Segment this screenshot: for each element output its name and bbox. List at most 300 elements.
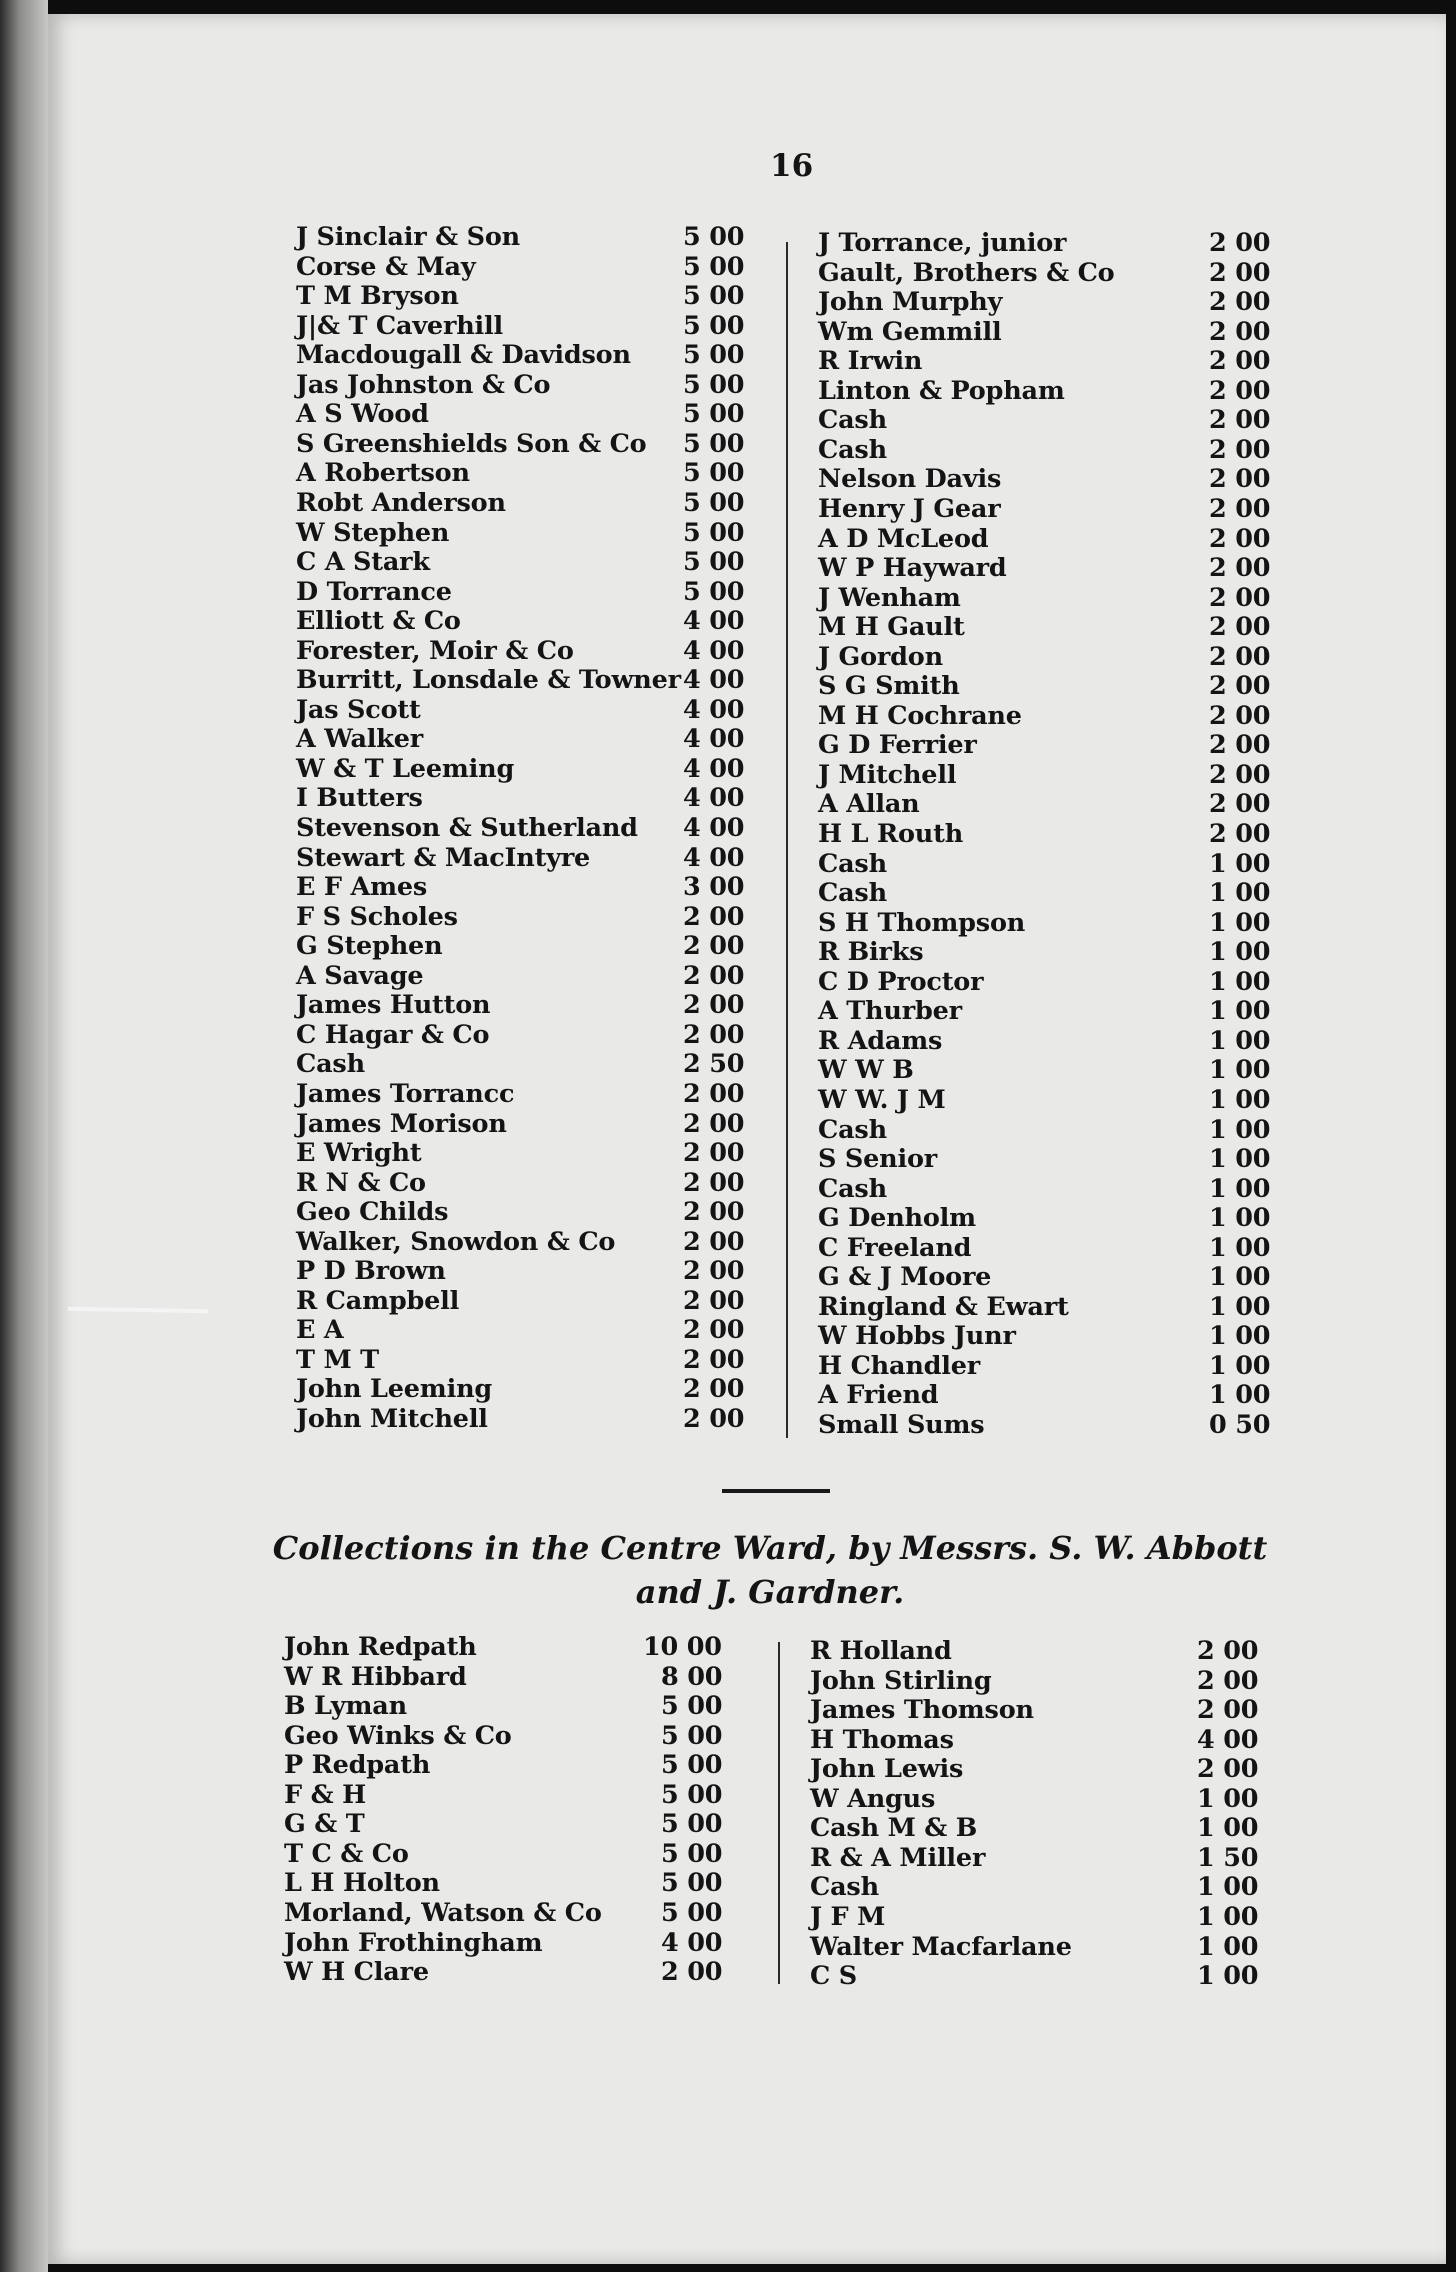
contributor-name: G Denholm	[818, 1203, 976, 1234]
list-item	[296, 1049, 756, 1079]
list-item	[296, 547, 756, 577]
list-item	[284, 1691, 744, 1721]
list-item	[818, 701, 1278, 731]
section-heading-line2: and J. Gardner.	[635, 1573, 905, 1611]
contributor-name: C A Stark	[296, 547, 430, 578]
contribution-amount: 5 00	[683, 487, 745, 518]
contributor-name: G Stephen	[296, 931, 443, 962]
list-item	[818, 553, 1278, 583]
contributor-name: Ringland & Ewart	[818, 1291, 1069, 1322]
contributor-name: John Frothingham	[284, 1927, 543, 1958]
contributor-name: T M Bryson	[296, 281, 459, 312]
contribution-amount: 1 00	[1197, 1872, 1259, 1903]
contributor-name: Walter Macfarlane	[810, 1931, 1072, 1962]
contribution-amount: 5 00	[683, 281, 745, 312]
contributor-name: W Stephen	[296, 517, 450, 548]
contribution-amount: 5 00	[683, 547, 745, 578]
list-item	[810, 1843, 1270, 1873]
contribution-amount: 10 00	[643, 1632, 722, 1662]
contributor-name: P Redpath	[284, 1750, 431, 1781]
contributor-name: H Chandler	[818, 1350, 981, 1381]
list-item	[296, 399, 756, 429]
contributor-name: Stewart & MacIntyre	[296, 842, 591, 873]
contributor-name: Cash	[810, 1872, 879, 1903]
list-item	[818, 1203, 1278, 1233]
contribution-amount: 2 00	[1209, 759, 1271, 790]
contribution-amount: 1 00	[1209, 1025, 1271, 1056]
contributor-name: Cash	[818, 878, 887, 909]
contribution-amount: 1 00	[1209, 878, 1271, 909]
contributor-name: Forester, Moir & Co	[296, 635, 574, 666]
contributor-name: G & J Moore	[818, 1262, 992, 1293]
list-item	[284, 1809, 744, 1839]
contribution-amount: 0 50	[1209, 1410, 1271, 1440]
contribution-amount: 5 00	[661, 1720, 723, 1751]
contributor-name: Jas Johnston & Co	[296, 369, 551, 400]
contribution-amount: 2 00	[1209, 553, 1271, 584]
contributor-name: Cash	[296, 1049, 365, 1080]
list-item	[810, 1872, 1270, 1902]
contributor-name: J Gordon	[818, 641, 943, 672]
contribution-amount: 2 00	[1209, 819, 1271, 849]
contribution-amount: 5 00	[683, 399, 745, 430]
contributor-name: C D Proctor	[818, 966, 984, 997]
list-item	[818, 583, 1278, 613]
list-item	[296, 1109, 756, 1139]
contribution-amount: 2 00	[1209, 405, 1271, 436]
contribution-amount: 1 00	[1209, 1350, 1271, 1381]
contributor-name: Robt Anderson	[296, 487, 506, 518]
contribution-amount: 5 00	[661, 1838, 723, 1869]
contributor-name: M H Cochrane	[818, 700, 1022, 731]
contributor-name: J|& T Caverhill	[296, 310, 503, 341]
list-item	[818, 996, 1278, 1026]
contribution-amount: 1 00	[1209, 1321, 1271, 1352]
contributor-name: Elliott & Co	[296, 606, 461, 637]
contribution-amount: 2 00	[661, 1957, 723, 1988]
contributor-name: P D Brown	[296, 1256, 446, 1287]
page-number: 16	[770, 148, 814, 184]
contribution-amount: 1 00	[1209, 937, 1271, 968]
list-item	[818, 849, 1278, 879]
contributor-name: A Thurber	[818, 996, 962, 1027]
contribution-amount: 1 50	[1197, 1842, 1259, 1873]
contribution-amount: 2 00	[683, 1078, 745, 1109]
list-item	[284, 1780, 744, 1810]
list-item	[810, 1961, 1270, 1991]
list-item	[296, 518, 756, 548]
contributor-name: J Torrance, junior	[818, 228, 1067, 258]
contributor-name: W Hobbs Junr	[818, 1321, 1016, 1352]
list-item	[810, 1784, 1270, 1814]
contributor-name: John Stirling	[810, 1665, 992, 1696]
contributor-name: S Greenshields Son & Co	[296, 428, 647, 459]
contribution-amount: 2 00	[1197, 1665, 1259, 1696]
list-item	[818, 1115, 1278, 1145]
contribution-amount: 5 00	[683, 251, 745, 282]
contributor-name: A Robertson	[296, 458, 470, 489]
list-item	[818, 1144, 1278, 1174]
contributor-name: W W. J M	[818, 1084, 946, 1115]
list-item	[284, 1839, 744, 1869]
list-item	[810, 1636, 1270, 1666]
list-item	[296, 340, 756, 370]
contribution-amount: 5 00	[661, 1868, 723, 1899]
list-item	[296, 1256, 756, 1286]
list-item	[296, 1020, 756, 1050]
contribution-amount: 1 00	[1209, 1144, 1271, 1175]
contributor-name: Geo Childs	[296, 1197, 449, 1228]
list-item	[818, 878, 1278, 908]
list-item	[296, 1345, 756, 1375]
contribution-amount: 1 00	[1197, 1783, 1259, 1814]
list-item	[296, 872, 756, 902]
contribution-amount: 2 00	[1209, 346, 1271, 377]
contributor-name: G & T	[284, 1809, 365, 1840]
contributor-name: Macdougall & Davidson	[296, 340, 631, 371]
contribution-amount: 2 00	[683, 1197, 745, 1228]
list-item	[818, 1085, 1278, 1115]
contribution-amount: 2 00	[1209, 493, 1271, 524]
contributor-name: R Holland	[810, 1636, 952, 1666]
list-item	[296, 1404, 756, 1434]
contribution-amount: 2 00	[683, 1374, 745, 1405]
list-item	[296, 222, 756, 252]
contributor-name: J Mitchell	[818, 759, 957, 790]
contributor-name: James Hutton	[296, 990, 491, 1021]
contribution-amount: 4 00	[683, 753, 745, 784]
section-heading-line1: Collections in the Centre Ward, by Messrs. S. W. Abbott	[272, 1529, 1268, 1567]
contributor-name: R Campbell	[296, 1285, 460, 1316]
contribution-amount: 1 00	[1197, 1931, 1259, 1962]
list-item	[284, 1662, 744, 1692]
list-item	[818, 376, 1278, 406]
contributor-list-left	[296, 222, 756, 1444]
contribution-amount: 2 00	[683, 960, 745, 991]
contributor-name: W & T Leeming	[296, 753, 515, 784]
list-item	[296, 961, 756, 991]
contribution-amount: 1 00	[1209, 1232, 1271, 1263]
list-item	[296, 931, 756, 961]
list-item	[296, 311, 756, 341]
contribution-amount: 1 00	[1209, 1291, 1271, 1322]
contribution-amount: 2 00	[683, 1138, 745, 1169]
list-item	[810, 1932, 1270, 1962]
contributor-name: Stevenson & Sutherland	[296, 813, 638, 843]
contributor-name: Gault, Brothers & Co	[818, 257, 1115, 288]
contribution-amount: 2 50	[683, 1049, 745, 1080]
list-item	[818, 612, 1278, 642]
contributor-name: C Hagar & Co	[296, 1019, 490, 1050]
page-binding-edge	[0, 0, 48, 2272]
list-item	[296, 754, 756, 784]
list-item	[296, 636, 756, 666]
contributor-name: W Angus	[810, 1783, 936, 1814]
contributor-name: James Torrancc	[296, 1078, 515, 1109]
contribution-amount: 4 00	[683, 606, 745, 637]
contributor-name: C Freeland	[818, 1232, 972, 1263]
list-item	[284, 1957, 744, 1987]
contribution-amount: 2 00	[1209, 228, 1271, 258]
contributor-name: Cash	[818, 848, 887, 879]
contribution-amount: 5 00	[683, 222, 745, 252]
contribution-amount: 5 00	[683, 428, 745, 459]
contribution-amount: 1 00	[1209, 1262, 1271, 1293]
list-item	[296, 902, 756, 932]
column-divider	[786, 242, 788, 1438]
contribution-amount: 2 00	[683, 1285, 745, 1316]
contributor-name: Henry J Gear	[818, 493, 1001, 524]
list-item	[296, 1227, 756, 1257]
list-item	[818, 967, 1278, 997]
contribution-amount: 2 00	[1209, 464, 1271, 495]
contribution-amount: 4 00	[683, 724, 745, 755]
contributor-name: J F M	[810, 1901, 886, 1932]
contribution-amount: 5 00	[683, 576, 745, 607]
contribution-amount: 5 00	[683, 369, 745, 400]
list-item	[818, 1026, 1278, 1056]
list-item	[818, 287, 1278, 317]
list-item	[296, 458, 756, 488]
contributor-name: A Savage	[296, 960, 424, 991]
contributor-name: John Lewis	[810, 1754, 964, 1785]
contributor-name: J Wenham	[818, 582, 961, 613]
contributor-name: A S Wood	[296, 399, 429, 430]
list-item	[296, 1286, 756, 1316]
contribution-amount: 2 00	[683, 1256, 745, 1287]
contributor-list-right	[818, 228, 1278, 1450]
contributor-name: Burritt, Lonsdale & Towner	[296, 665, 681, 696]
list-item	[296, 724, 756, 754]
list-item	[818, 730, 1278, 760]
contributor-name: Jas Scott	[296, 694, 421, 725]
contributor-name: D Torrance	[296, 576, 452, 607]
contribution-amount: 2 00	[683, 901, 745, 932]
contribution-amount: 5 00	[661, 1779, 723, 1810]
contributor-name: F & H	[284, 1779, 366, 1810]
contribution-amount: 1 00	[1209, 1203, 1271, 1234]
list-item	[818, 258, 1278, 288]
contributor-name: B Lyman	[284, 1691, 407, 1722]
contribution-amount: 2 00	[683, 1315, 745, 1346]
list-item	[818, 1292, 1278, 1322]
contributor-name: J Sinclair & Son	[296, 222, 520, 252]
contributor-name: S H Thompson	[818, 907, 1026, 938]
contributor-name: John Murphy	[818, 287, 1003, 318]
list-item	[818, 937, 1278, 967]
list-item	[810, 1695, 1270, 1725]
contributor-name: S Senior	[818, 1144, 938, 1175]
contributor-name: Linton & Popham	[818, 375, 1065, 406]
list-item	[818, 1262, 1278, 1292]
contribution-amount: 4 00	[683, 635, 745, 666]
contributor-name: A Friend	[818, 1380, 939, 1411]
list-item	[296, 370, 756, 400]
list-item	[818, 819, 1278, 849]
list-item	[818, 1380, 1278, 1410]
contribution-amount: 1 00	[1209, 966, 1271, 997]
section-divider-rule	[722, 1489, 830, 1493]
contribution-amount: 4 00	[683, 694, 745, 725]
contribution-amount: 4 00	[683, 813, 745, 843]
column-divider	[778, 1642, 780, 1984]
list-item	[296, 1079, 756, 1109]
contributor-name: T M T	[296, 1344, 379, 1375]
contributor-name: Cash	[818, 434, 887, 465]
contribution-amount: 2 00	[683, 1344, 745, 1375]
contribution-amount: 2 00	[1197, 1754, 1259, 1785]
list-item	[818, 1321, 1278, 1351]
contributor-name: R Adams	[818, 1025, 943, 1056]
contribution-amount: 1 00	[1209, 1114, 1271, 1145]
list-item	[810, 1725, 1270, 1755]
contributor-name: R & A Miller	[810, 1842, 986, 1873]
contribution-amount: 4 00	[661, 1927, 723, 1958]
contributor-name: W W B	[818, 1055, 914, 1086]
contributor-name: Cash M & B	[810, 1813, 978, 1844]
contribution-amount: 2 00	[1209, 316, 1271, 347]
contribution-amount: 5 00	[683, 340, 745, 371]
list-item	[296, 429, 756, 459]
contributor-name: Cash	[818, 1114, 887, 1145]
contributor-name: I Butters	[296, 783, 423, 814]
contribution-amount: 1 00	[1209, 1055, 1271, 1086]
contributor-name: Geo Winks & Co	[284, 1720, 512, 1751]
contribution-amount: 1 00	[1209, 996, 1271, 1027]
contributor-name: T C & Co	[284, 1838, 409, 1869]
list-item	[296, 1168, 756, 1198]
contributor-name: W R Hibbard	[284, 1661, 467, 1692]
contributor-name: L H Holton	[284, 1868, 440, 1899]
list-item	[284, 1750, 744, 1780]
contribution-amount: 1 00	[1209, 848, 1271, 879]
list-item	[818, 642, 1278, 672]
contribution-amount: 5 00	[683, 517, 745, 548]
contribution-amount: 2 00	[1197, 1695, 1259, 1726]
list-item	[296, 843, 756, 873]
list-item	[284, 1898, 744, 1928]
contribution-amount: 2 00	[1209, 612, 1271, 643]
contribution-amount: 2 00	[683, 990, 745, 1021]
list-item	[818, 405, 1278, 435]
section-heading	[260, 1526, 1280, 1614]
contributor-name: Cash	[818, 405, 887, 436]
contribution-amount: 4 00	[683, 842, 745, 873]
list-item	[284, 1721, 744, 1751]
list-item	[818, 760, 1278, 790]
list-item	[296, 488, 756, 518]
list-item	[818, 464, 1278, 494]
contributor-name: Wm Gemmill	[818, 316, 1002, 347]
contribution-amount: 3 00	[683, 872, 745, 903]
contributor-name: R Irwin	[818, 346, 923, 377]
contribution-amount: 5 00	[661, 1691, 723, 1722]
list-item	[818, 1055, 1278, 1085]
contributor-list-right-centre-ward	[810, 1636, 1270, 2001]
list-item	[818, 908, 1278, 938]
contributor-name: R N & Co	[296, 1167, 426, 1198]
contribution-amount: 1 00	[1197, 1961, 1259, 1992]
list-item	[284, 1868, 744, 1898]
list-item	[818, 671, 1278, 701]
contributor-name: James Thomson	[810, 1695, 1034, 1726]
contributor-name: E F Ames	[296, 872, 428, 903]
contribution-amount: 2 00	[1209, 523, 1271, 554]
list-item	[296, 1374, 756, 1404]
list-item	[818, 1174, 1278, 1204]
contribution-amount: 2 00	[683, 1167, 745, 1198]
list-item	[818, 346, 1278, 376]
contribution-amount: 2 00	[1209, 287, 1271, 318]
contribution-amount: 5 00	[661, 1750, 723, 1781]
list-item	[818, 1351, 1278, 1381]
contributor-name: Nelson Davis	[818, 464, 1002, 495]
contribution-amount: 1 00	[1209, 1084, 1271, 1115]
contributor-name: S G Smith	[818, 671, 960, 702]
contributor-name: M H Gault	[818, 612, 965, 643]
contribution-amount: 4 00	[1197, 1724, 1259, 1755]
list-item	[296, 1315, 756, 1345]
list-item	[818, 435, 1278, 465]
contribution-amount: 8 00	[661, 1661, 723, 1692]
list-item	[296, 1138, 756, 1168]
contribution-amount: 2 00	[1209, 375, 1271, 406]
list-item	[818, 228, 1278, 258]
contributor-name: F S Scholes	[296, 901, 458, 932]
list-item	[810, 1813, 1270, 1843]
list-item	[284, 1928, 744, 1958]
contributor-name: James Morison	[296, 1108, 507, 1139]
list-item	[818, 494, 1278, 524]
contribution-amount: 2 00	[1209, 257, 1271, 288]
list-item	[818, 524, 1278, 554]
contributor-name: A Allan	[818, 789, 920, 820]
contributor-name: E A	[296, 1315, 344, 1346]
contributor-name: H Thomas	[810, 1724, 954, 1755]
contributor-name: Corse & May	[296, 251, 476, 282]
contribution-amount: 5 00	[661, 1809, 723, 1840]
list-item	[296, 695, 756, 725]
contribution-amount: 5 00	[661, 1897, 723, 1928]
contributor-name: G D Ferrier	[818, 730, 977, 761]
contribution-amount: 2 00	[683, 931, 745, 962]
contributor-name: W P Hayward	[818, 553, 1007, 584]
list-item	[818, 1233, 1278, 1263]
contribution-amount: 1 00	[1209, 1380, 1271, 1411]
contributor-name: W H Clare	[284, 1957, 429, 1988]
contribution-amount: 2 00	[683, 1226, 745, 1257]
list-item	[296, 252, 756, 282]
list-item	[296, 990, 756, 1020]
contributor-name: H L Routh	[818, 819, 964, 849]
list-item	[284, 1632, 744, 1662]
contribution-amount: 2 00	[1209, 700, 1271, 731]
contributor-name: E Wright	[296, 1138, 422, 1169]
contribution-amount: 2 00	[683, 1404, 745, 1434]
list-item	[296, 813, 756, 843]
contribution-amount: 5 00	[683, 310, 745, 341]
contributor-name: John Leeming	[296, 1374, 493, 1405]
contributor-name: Morland, Watson & Co	[284, 1897, 602, 1928]
list-item	[296, 665, 756, 695]
contributor-name: C S	[810, 1961, 857, 1992]
list-item	[818, 789, 1278, 819]
contributor-name: R Birks	[818, 937, 924, 968]
list-item	[296, 281, 756, 311]
contributor-name: Small Sums	[818, 1410, 985, 1440]
contributor-name: A Walker	[296, 724, 424, 755]
contributor-list-left-centre-ward	[284, 1632, 744, 1997]
